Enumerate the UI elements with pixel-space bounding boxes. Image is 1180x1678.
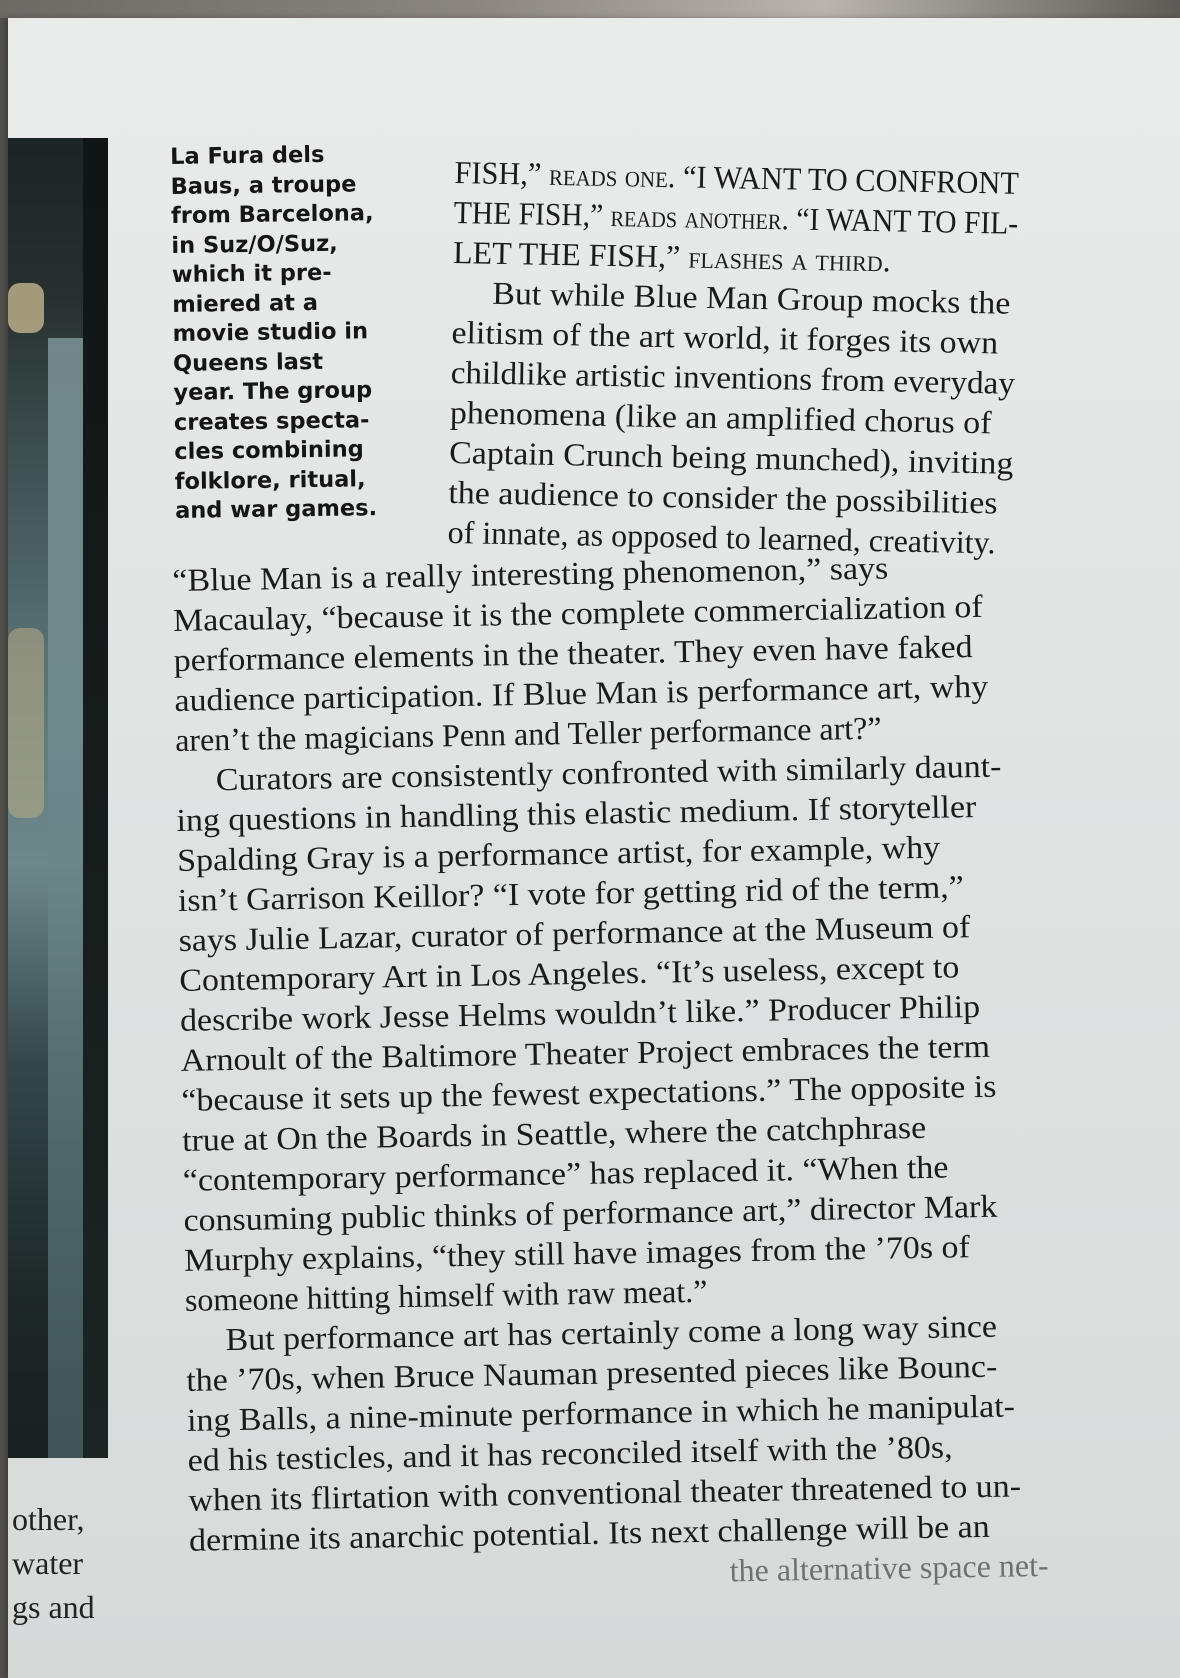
text-line: when its flirtation with conventional theater threatened to un- — [188, 1467, 1022, 1518]
caption-line: year. The group — [173, 377, 373, 406]
text-line-cut-off: the alternative space net- — [729, 1546, 1049, 1589]
text-line: the ’70s, when Bruce Nauman presented pieces like Bounc- — [185, 1347, 998, 1398]
article-column-main — [172, 545, 1049, 1600]
photo-caption — [170, 140, 420, 527]
text-line: isn’t Garrison Keillor? “I vote for getting rid of the term,” — [177, 868, 965, 918]
text-line: phenomena (like an amplified chorus of — [449, 393, 992, 441]
text-line: ing Balls, a nine-minute performance in which he manipulat- — [186, 1387, 1016, 1438]
text-line: But while Blue Man Group mocks the — [491, 274, 1011, 321]
caption-line: from Barcelona, — [170, 200, 374, 229]
caption-line: Queens last — [172, 348, 324, 377]
text-line: Macaulay, “because it is the complete commercialization of — [172, 587, 983, 638]
text-line: “because it sets up the fewest expectations.” The opposite is — [181, 1067, 997, 1118]
text-line: true at On the Boards in Seattle, where the catchphrase — [181, 1108, 927, 1158]
caption-line: movie studio in — [172, 318, 369, 347]
page-gutter — [0, 18, 8, 1678]
text-line: of innate, as opposed to learned, creativity. — [447, 513, 996, 561]
text-line: “contemporary performance” has replaced it. “When the — [182, 1148, 949, 1198]
text-line: says Julie Lazar, curator of performance at the Museum of — [178, 908, 971, 958]
caption-line: in Suz/O/Suz, — [171, 230, 338, 259]
adjacent-column-fragment — [12, 1497, 95, 1629]
text-line: ing questions in handling this elastic medium. If storyteller — [176, 788, 977, 838]
caption-line: creates specta- — [173, 406, 370, 436]
caption-line: which it pre- — [171, 259, 332, 288]
text-line: LET THE FISH,” flashes a third. — [452, 233, 892, 279]
fragment-line: gs and — [12, 1589, 95, 1625]
fragment-line: water — [12, 1545, 84, 1581]
text-line: Murphy explains, “they still have images from the ’70s of — [183, 1228, 971, 1278]
photo-dark-edge — [83, 138, 108, 1458]
text-line: Arnoult of the Baltimore Theater Project embraces the term — [180, 1027, 991, 1078]
text-line: performance elements in the theater. They even have faked — [173, 628, 973, 678]
text-line: THE FISH,” reads another. “I WANT TO FIL- — [453, 193, 1019, 241]
text-line: the audience to consider the possibilities — [448, 473, 998, 521]
photo-figure — [8, 283, 44, 333]
text-line: Contemporary Art in Los Angeles. “It’s useless, except to — [179, 948, 960, 998]
text-line: Spalding Gray is a performance artist, for example, why — [176, 828, 941, 878]
text-line: childlike artistic inventions from everyday — [450, 353, 1016, 401]
caption-line: La Fura dels — [170, 141, 325, 170]
caption-line: cles combining — [174, 436, 364, 465]
text-line: describe work Jesse Helms wouldn’t like.” Producer Philip — [179, 987, 981, 1038]
text-line: dermine its anarchic potential. Its next challenge will be an — [188, 1507, 990, 1558]
article-column-right — [447, 152, 1066, 564]
text-line: FISH,” reads one. “I WANT TO CONFRONT — [454, 153, 1020, 201]
photo-figure — [8, 628, 44, 818]
caption-line: and war games. — [174, 495, 378, 524]
text-line: But performance art has certainly come a long way since — [225, 1307, 998, 1358]
caption-line: Baus, a troupe — [170, 170, 357, 200]
text-line: audience participation. If Blue Man is performance art, why — [174, 667, 989, 718]
text-line: Curators are consistently confronted with similarly daunt- — [215, 747, 1002, 798]
caption-line: miered at a — [172, 289, 319, 318]
text-line: someone hitting himself with raw meat.” — [184, 1272, 708, 1318]
caption-line: folklore, ritual, — [174, 465, 366, 495]
fragment-line: other, — [12, 1501, 85, 1537]
text-line: elitism of the art world, it forges its own — [451, 313, 999, 361]
text-line: Captain Crunch being munched), inviting — [448, 433, 1014, 481]
photo-strip — [8, 138, 108, 1458]
text-line: consuming public thinks of performance art,” director Mark — [183, 1187, 998, 1238]
text-line: “Blue Man is a really interesting phenomenon,” says — [172, 549, 889, 598]
text-line: ed his testicles, and it has reconciled itself with the ’80s, — [187, 1428, 953, 1478]
text-line: aren’t the magicians Penn and Teller performance art?” — [174, 709, 882, 758]
photo-light-streak — [48, 338, 86, 1458]
